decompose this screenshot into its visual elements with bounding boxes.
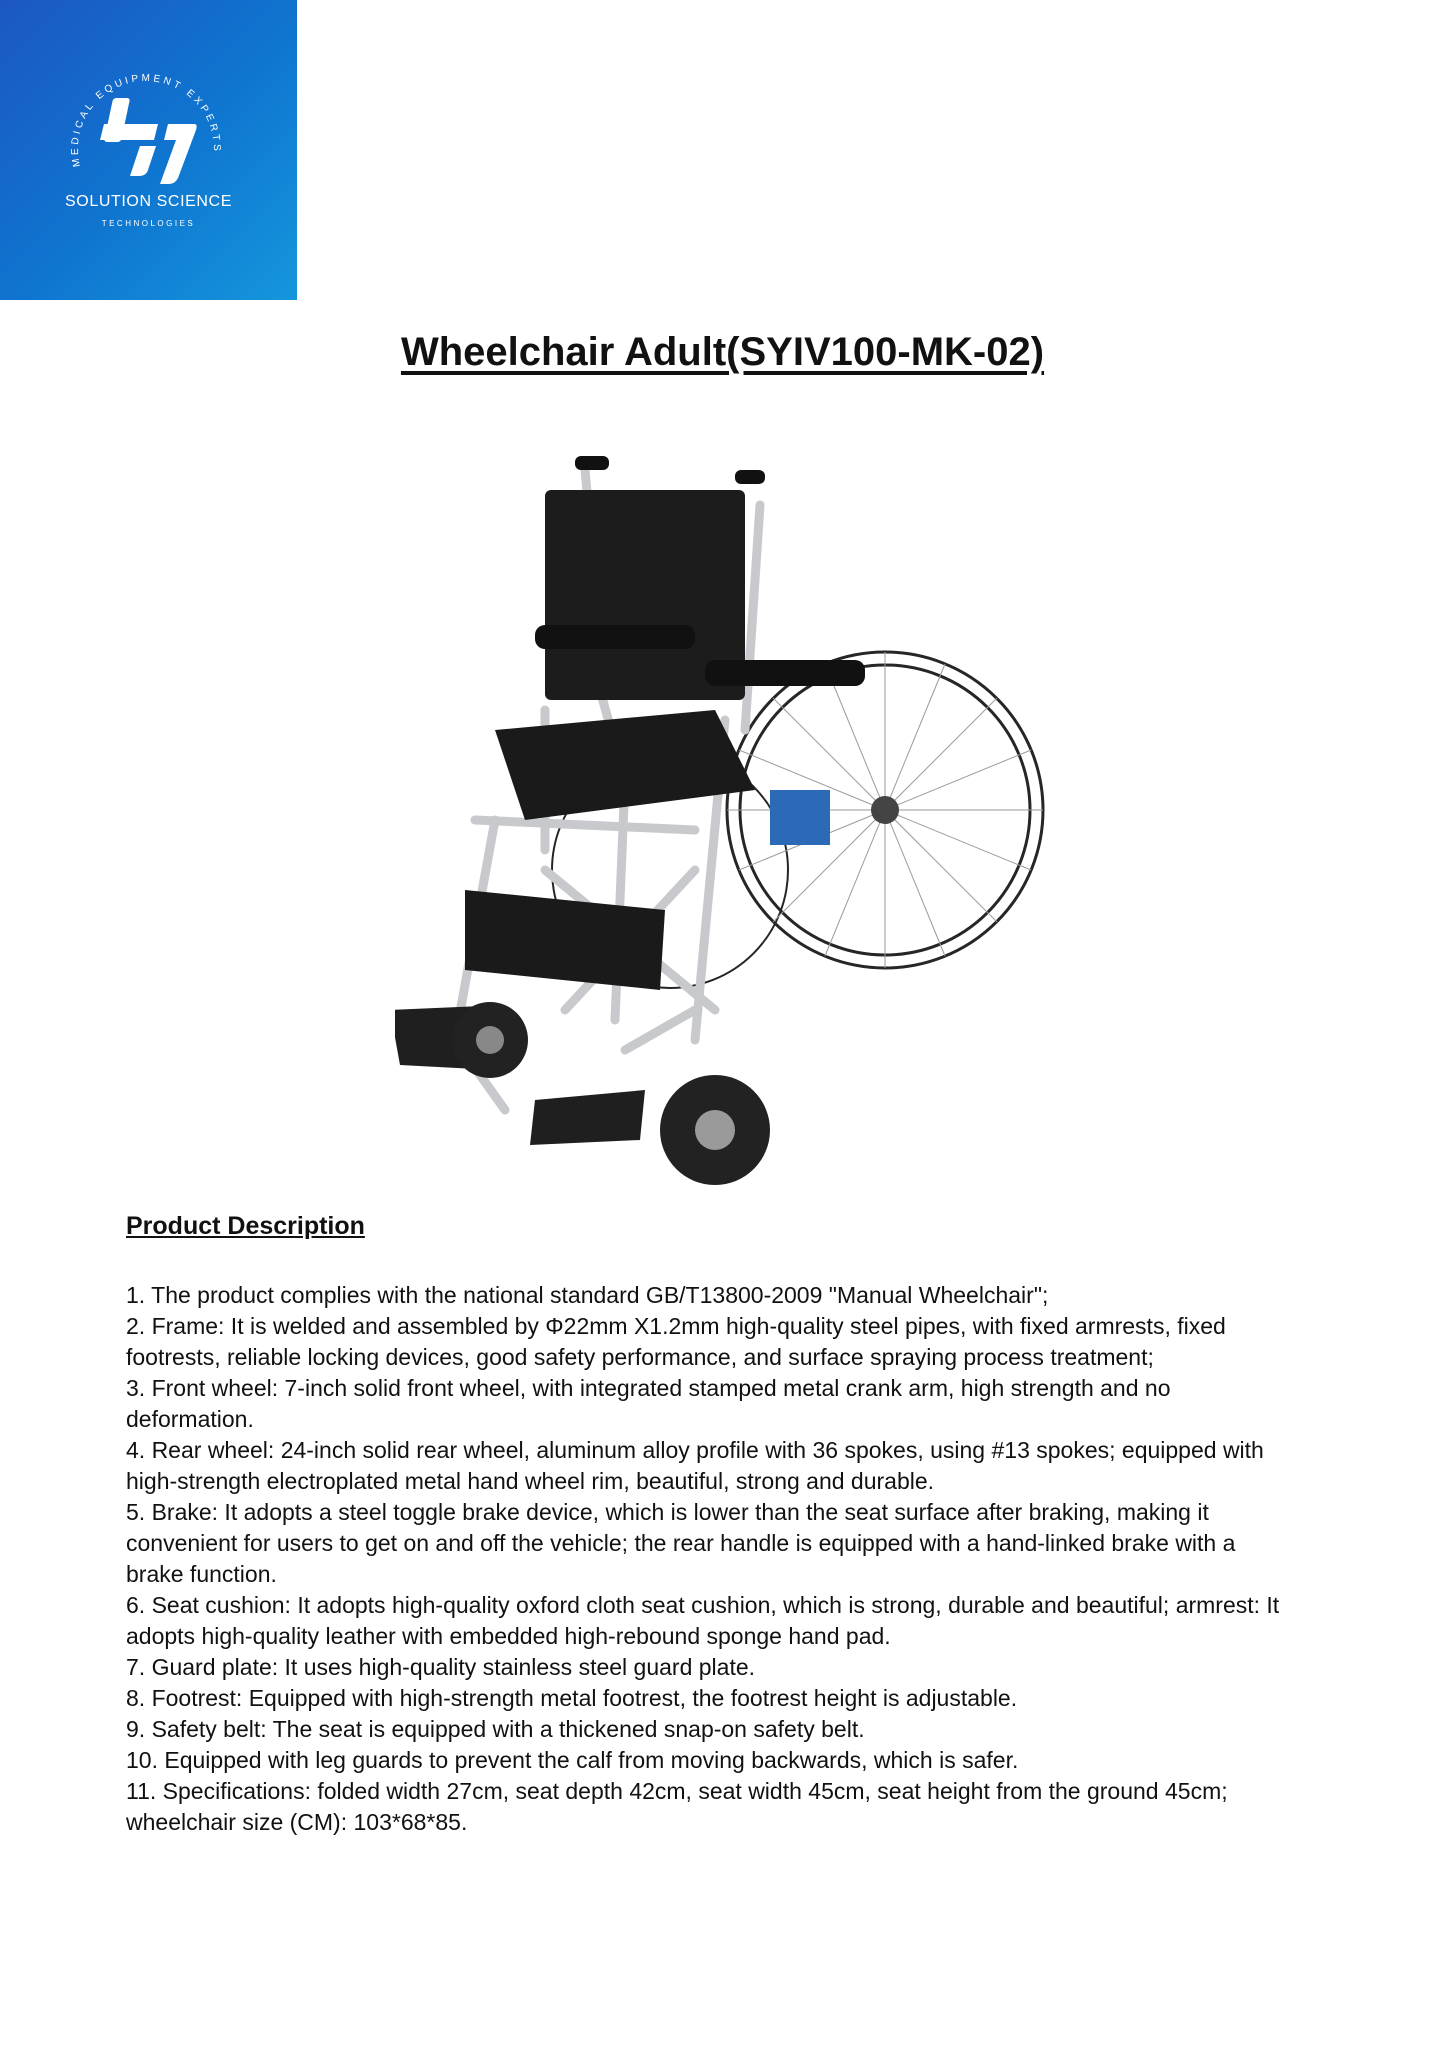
wheelchair-product-image [395,450,1045,1240]
logo-tagline: TECHNOLOGIES [101,219,196,228]
list-item: 2. Frame: It is welded and assembled by Φ22mm X1.2mm high-quality steel pipes, with fixed armrests, fixed footrests, reliable locking devices, good safety performance, and surface spraying process treatment; [126,1313,1226,1370]
list-item: 7. Guard plate: It uses high-quality stainless steel guard plate. [126,1654,756,1680]
list-item: 3. Front wheel: 7-inch solid front wheel, with integrated stamped metal crank arm, high strength and no deformation. [126,1375,1171,1432]
product-description-list [126,1280,1286,1838]
list-item: 4. Rear wheel: 24-inch solid rear wheel, aluminum alloy profile with 36 spokes, using #13 spokes; equipped with high-strength electroplated metal hand wheel rim, beautiful, strong and durable. [126,1437,1264,1494]
company-logo [0,0,297,300]
logo-ring-text: MEDICAL EQUIPMENT EXPERTS [69,72,223,168]
list-item: 5. Brake: It adopts a steel toggle brake device, which is lower than the seat surface after braking, making it convenient for users to get on and off the vehicle; the rear handle is equipped with a hand-linked brake with a brake function. [126,1499,1236,1587]
logo-company-name: SOLUTION SCIENCE [65,193,232,210]
list-item: 10. Equipped with leg guards to prevent the calf from moving backwards, which is safer. [126,1747,1019,1773]
page-title: Wheelchair Adult(SYIV100-MK-02) [400,330,1045,374]
list-item: 1. The product complies with the national standard GB/T13800-2009 "Manual Wheelchair"; [126,1282,1049,1308]
list-item: 11. Specifications: folded width 27cm, seat depth 42cm, seat width 45cm, seat height from the ground 45cm; wheelchair size (CM): 103*68*85. [126,1778,1228,1835]
list-item: 9. Safety belt: The seat is equipped with a thickened snap-on safety belt. [126,1716,865,1742]
list-item: 8. Footrest: Equipped with high-strength metal footrest, the footrest height is adjustable. [126,1685,1018,1711]
list-item: 6. Seat cushion: It adopts high-quality oxford cloth seat cushion, which is strong, durable and beautiful; armrest: It adopts high-quality leather with embedded high-rebound sponge hand pad. [126,1592,1280,1649]
product-description-heading: Product Description [126,1212,365,1240]
logo-mark-icon [0,0,297,300]
